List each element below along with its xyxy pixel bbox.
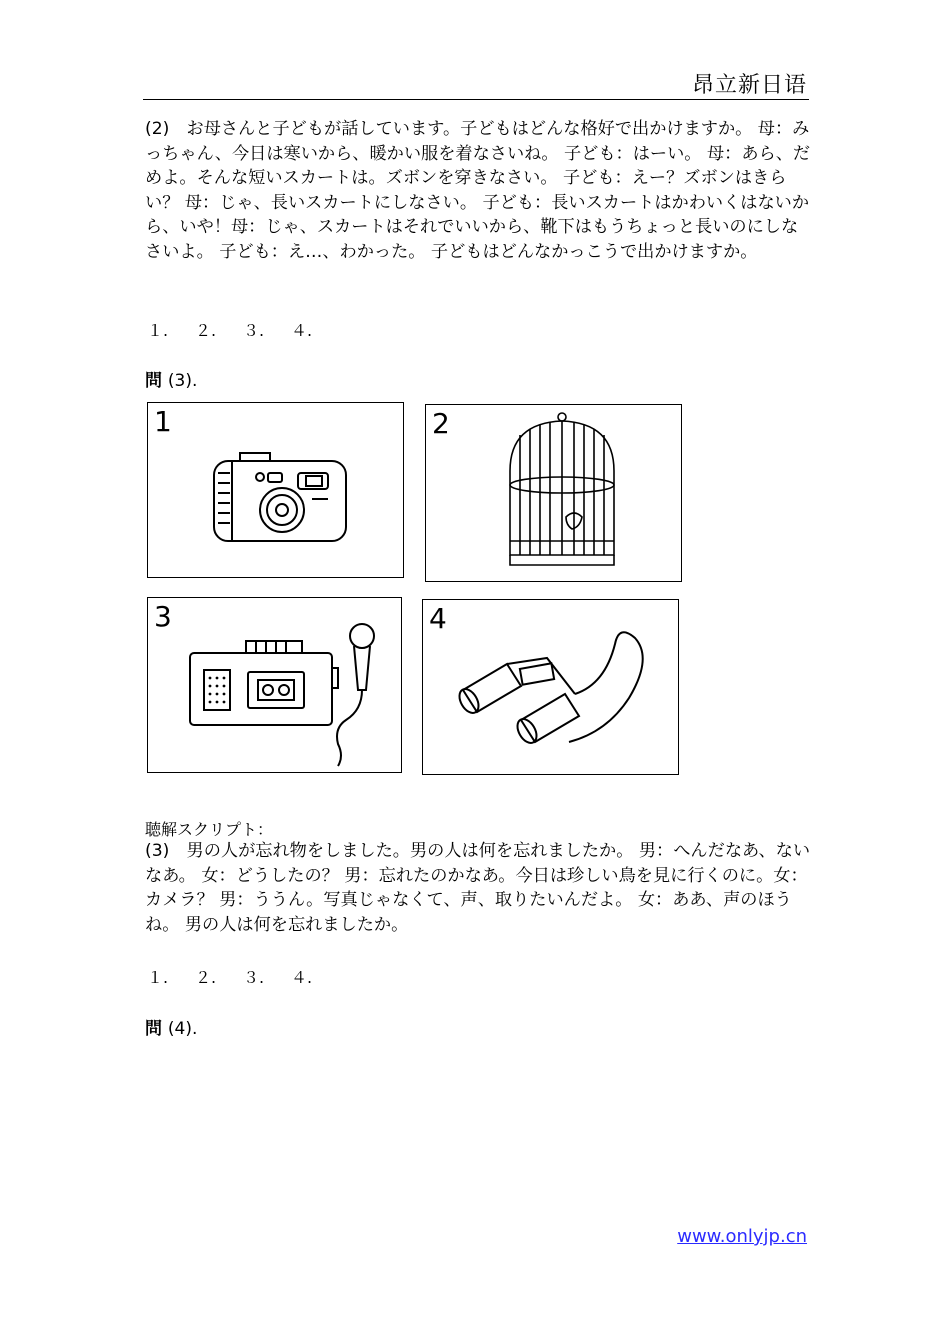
q3-option-2: ２. (195, 968, 217, 987)
q2-option-4: ４. (291, 321, 313, 340)
header-title: 昂立新日语 (691, 73, 807, 98)
picture-panel-2 (425, 404, 682, 582)
header-divider (143, 99, 809, 100)
panel-number: 4 (429, 602, 447, 635)
cassette-recorder-icon (148, 598, 403, 774)
panel-number: 3 (154, 600, 172, 633)
footer-website-link[interactable]: www.onlyjp.cn (677, 1226, 807, 1247)
birdcage-icon (426, 405, 683, 583)
q3-option-1: １. (147, 968, 169, 987)
panel-number: 2 (432, 407, 450, 440)
q3-script-heading: 聴解スクリプト： (145, 820, 274, 839)
q2-options (147, 318, 339, 341)
q2-script-text: (2) お母さんと子どもが話しています。子どもはどんな格好で出かけますか。 母：みっちゃん、今日は寒いから、暖かい服を着なさいね。 子ども：はーい。 母：あら、だめよ。そんな短いスカートは。ズボンを穿きなさい。 子ども：えー？ズボンはきらい？ 母：じゃ、長いスカートにしなさい。 子ども：長いスカートはかわいくはないから、いや！母：じゃ、スカートはそれでいいから、靴下はもうちょっと長いのにしなさいよ。 子ども：え…、わかった。 子どもはどんなかっこうで出かけますか。 (145, 119, 811, 262)
q3-number: (3). (167, 371, 198, 391)
q3-label: 問 (145, 371, 162, 391)
camera-icon (148, 403, 405, 579)
q3-script-text: (3) 男の人が忘れ物をしました。男の人は何を忘れましたか。 男：へんだなあ、ないなあ。 女：どうしたの？ 男：忘れたのかなあ。今日は珍しい鳥を見に行くのに。女：カメラ？ 男：ううん。写真じゃなくて、声、取りたいんだよ。 女：ああ、声のほうね。 男の人は何を忘れましたか。 (145, 841, 811, 935)
q4-label: 問 (145, 1019, 162, 1039)
q2-option-2: ２. (195, 321, 217, 340)
binoculars-icon (423, 600, 680, 776)
q2-option-1: １. (147, 321, 169, 340)
q3-option-3: ３. (243, 968, 265, 987)
q4-number: (4). (167, 1019, 198, 1039)
q4-heading (145, 1014, 197, 1039)
picture-panel-4 (422, 599, 679, 775)
q3-option-4: ４. (291, 968, 313, 987)
q3-options (147, 965, 339, 988)
picture-panel-1 (147, 402, 404, 578)
q3-heading (145, 366, 197, 391)
q2-option-3: ３. (243, 321, 265, 340)
picture-panel-3 (147, 597, 402, 773)
panel-number: 1 (154, 405, 172, 438)
